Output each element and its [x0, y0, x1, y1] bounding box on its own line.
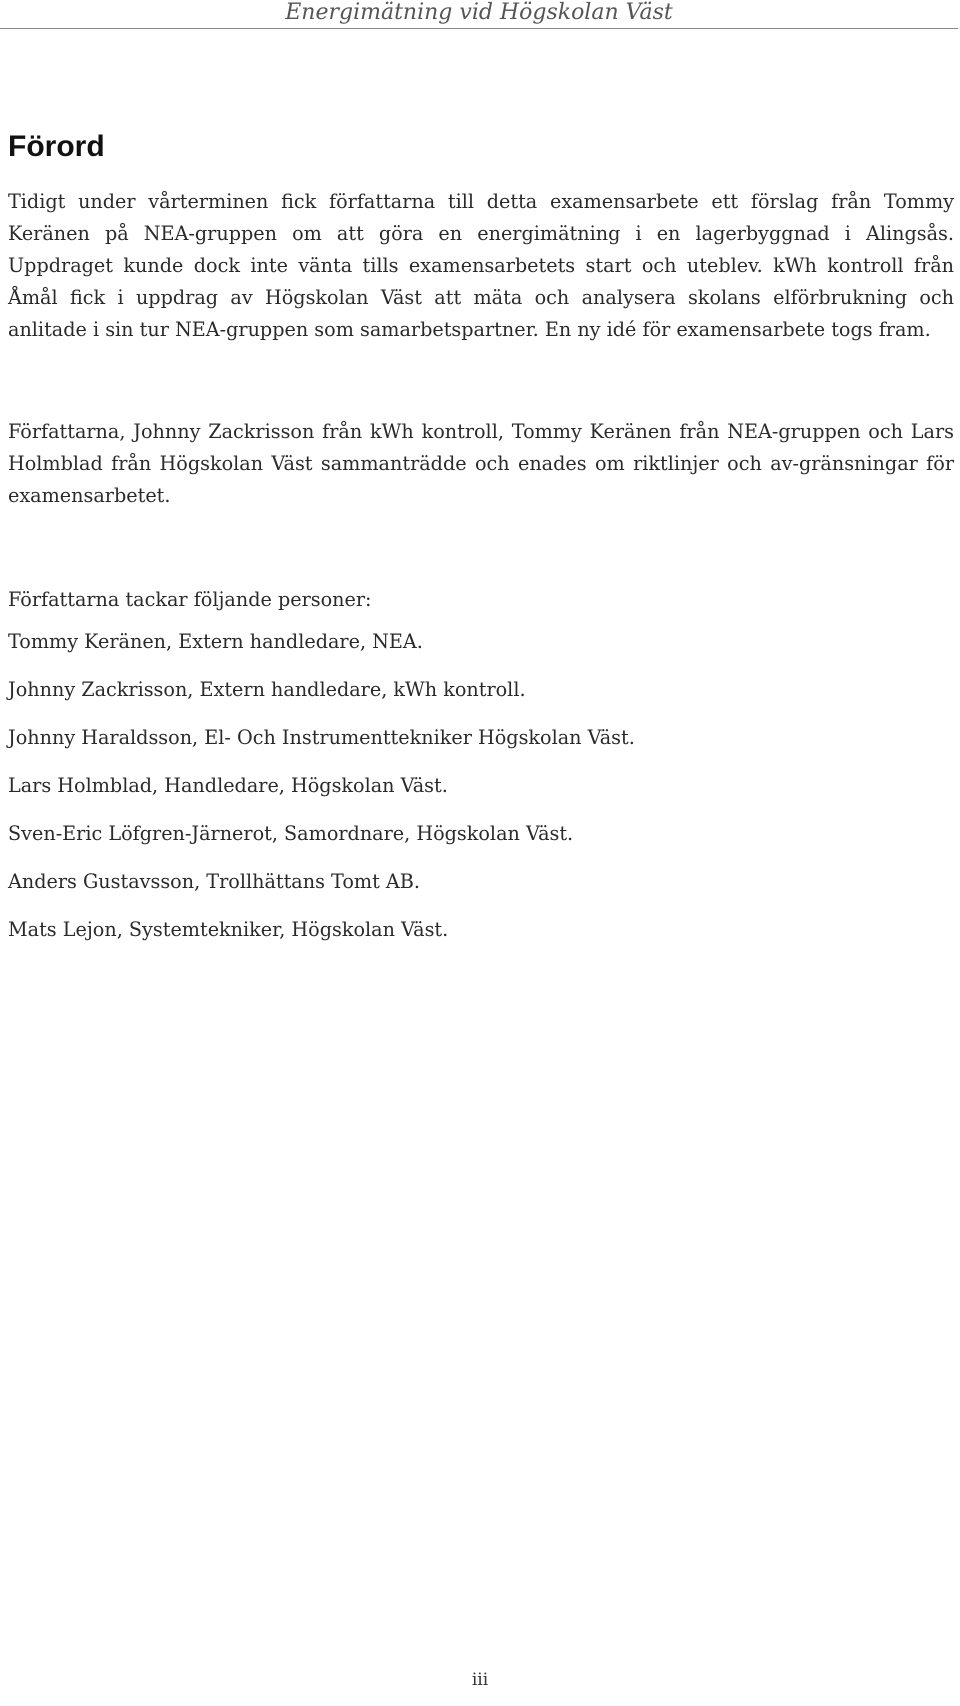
running-header-title: Energimätning vid Högskolan Väst — [285, 0, 673, 25]
list-item: Lars Holmblad, Handledare, Högskolan Väst. — [8, 774, 448, 797]
running-header — [0, 0, 958, 29]
list-item: Mats Lejon, Systemtekniker, Högskolan Väst. — [8, 918, 449, 941]
list-item: Sven-Eric Löfgren-Järnerot, Samordnare, Högskolan Väst. — [8, 822, 574, 845]
page-title: Förord — [8, 130, 105, 163]
meeting-paragraph: Författarna, Johnny Zackrisson från kWh kontroll, Tommy Keränen från NEA-gruppen och Lars Holmblad från Högskolan Väst sammanträdde och enades om riktlinjer och av-gränsningar för examensarbetet. — [8, 420, 954, 507]
list-item: Tommy Keränen, Extern handledare, NEA. — [8, 630, 423, 653]
acknowledgement-list — [8, 629, 954, 965]
list-item: Johnny Zackrisson, Extern handledare, kWh kontroll. — [8, 678, 526, 701]
list-item: Anders Gustavsson, Trollhättans Tomt AB. — [8, 870, 420, 893]
page-number: iii — [471, 1670, 489, 1690]
acknowledgement-intro: Författarna tackar följande personer: — [8, 588, 372, 611]
list-item: Johnny Haraldsson, El- Och Instrumenttekniker Högskolan Väst. — [8, 726, 635, 749]
intro-paragraph: Tidigt under vårterminen fick författarna till detta examensarbete ett förslag från Tommy Keränen på NEA-gruppen om att göra en energimätning i en lagerbyggnad i Alingsås. Uppdraget kunde dock inte vänta tills examensarbetets start och uteblev. kWh kontroll från Åmål fick i uppdrag av Högskolan Väst att mäta och analysera skolans elförbrukning och anlitade i sin tur NEA-gruppen som samarbetspartner. En ny idé för examensarbete togs fram. — [8, 190, 954, 341]
